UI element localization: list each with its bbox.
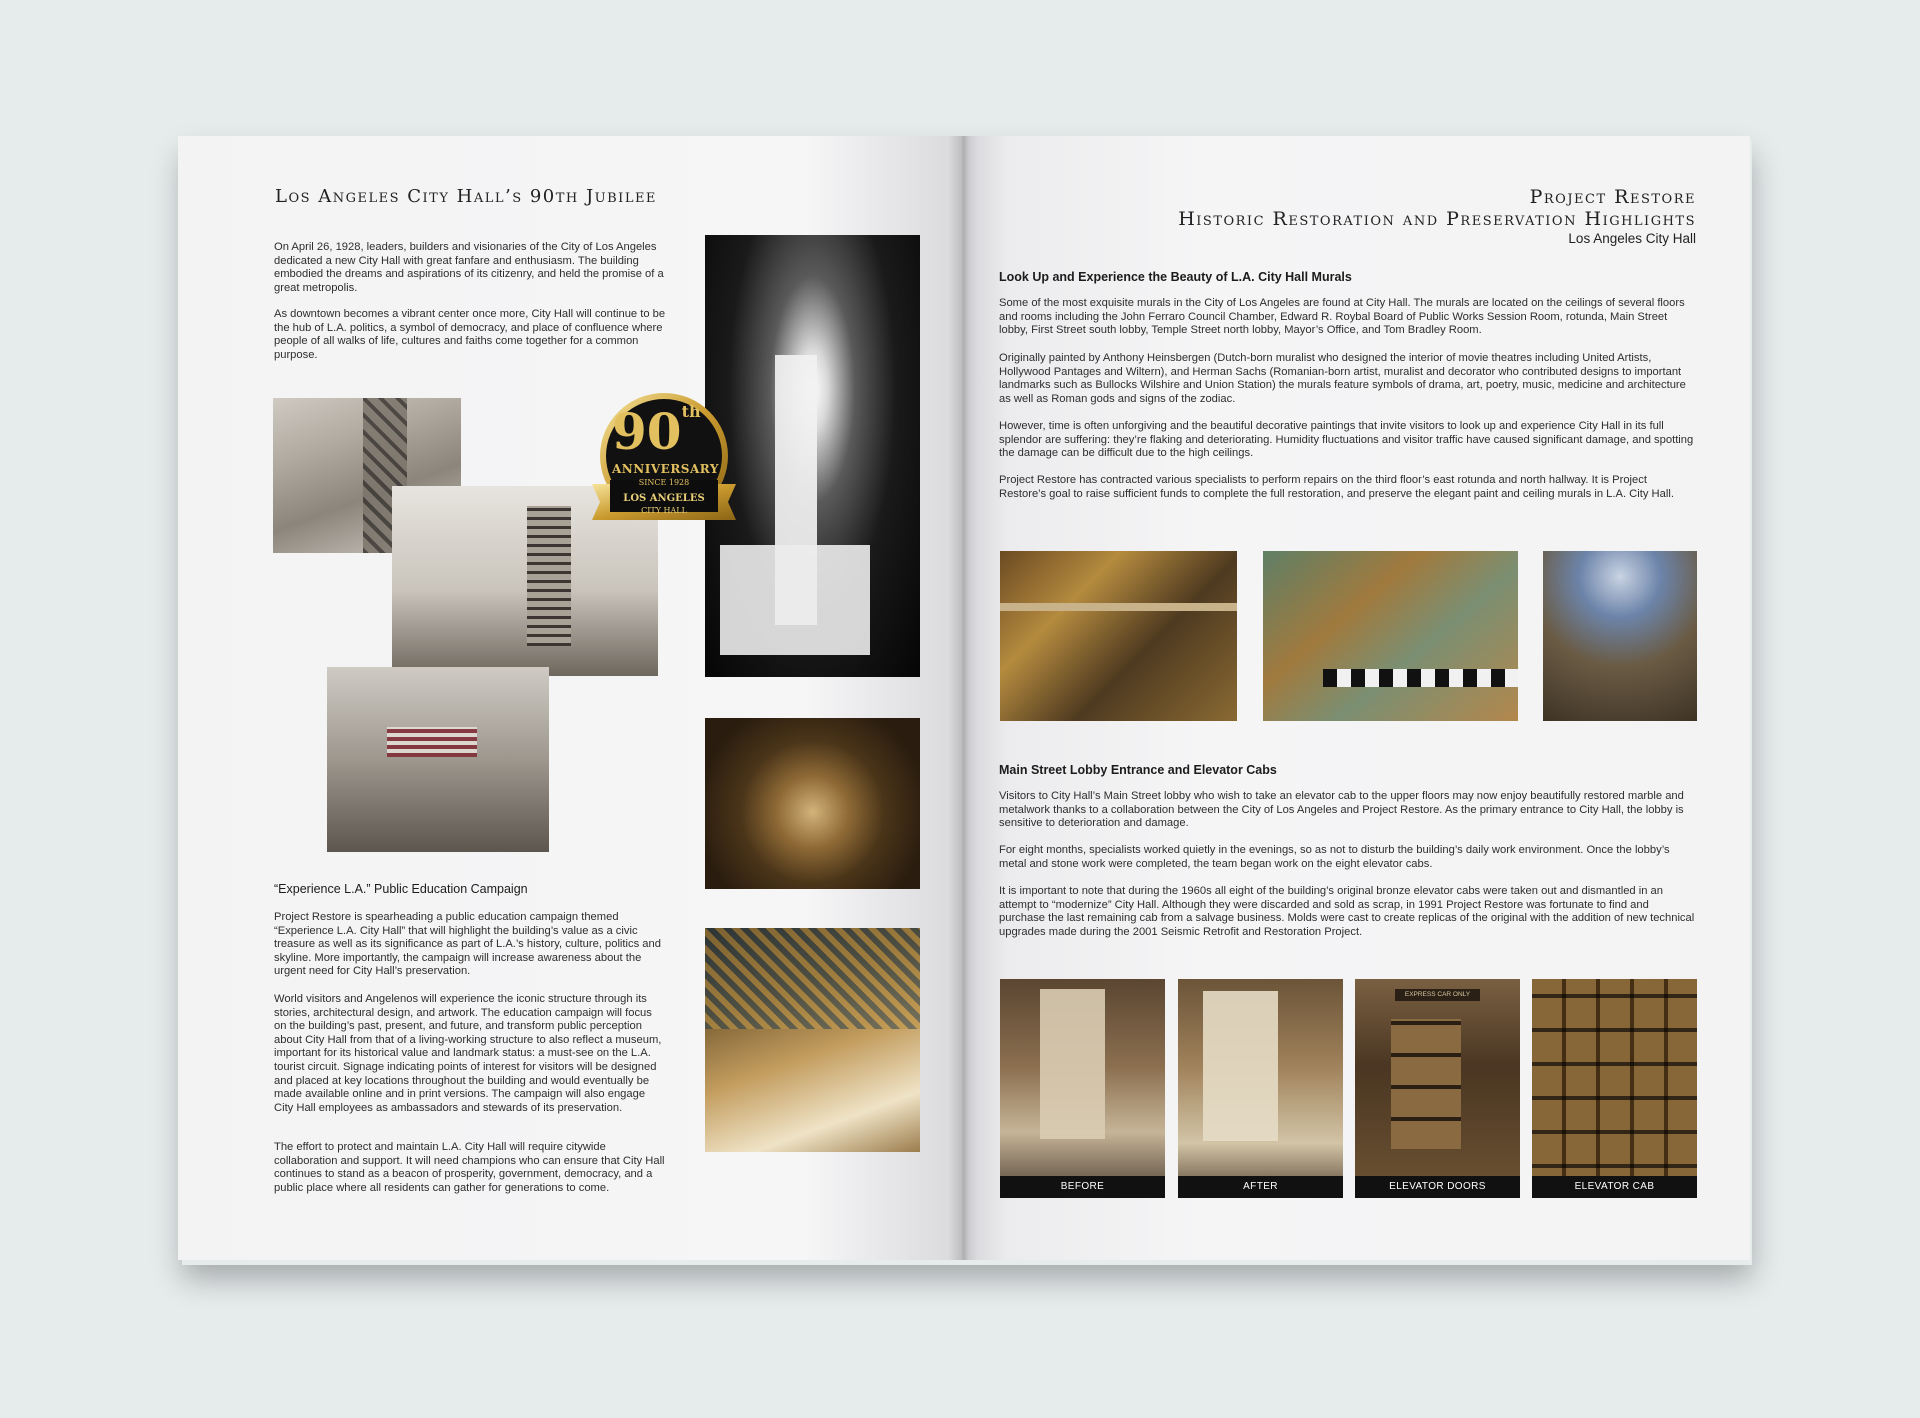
murals-heading: Look Up and Experience the Beauty of L.A. City Hall Murals — [999, 270, 1352, 284]
campaign-paragraph-3: The effort to protect and maintain L.A. City Hall will require citywide collaboration and support. It will need champions who can ensure that City Hall continues to stand as a beacon of prosperity, government, democracy, and a public place where all residents can gather for generations to come. — [274, 1141, 665, 1194]
seal-ribbon-line2: CITY HALL — [641, 506, 687, 515]
murals-paragraph-1: Some of the most exquisite murals in the City of Los Angeles are found at City Hall. The murals are located on the ceilings of several floors and rooms including the John Ferraro Council Chamber, Edward R. Roybal Board of Public Works Session Room, rotunda, Main Street lobby, First Street south lobby, Temple Street north lobby, Mayor’s Office, and Tom Bradley Room. — [999, 297, 1685, 337]
mural-detail-photo — [1263, 551, 1518, 721]
murals-paragraph-2: Originally painted by Anthony Heinsbergen (Dutch-born muralist who designed the interior of movie theatres including United Artists, Hollywood Pantages and Wiltern), and Herman Sachs (Romanian-born artist, muralist and decorator who contributed designs to important landmarks such as Bullocks Wilshire and Union Station) the murals feature symbols of drama, art, poetry, music, medicine and architecture as well as Roman gods and signs of the zodiac. — [999, 352, 1686, 405]
left-page-title: Los Angeles City Hall’s 90th Jubilee — [275, 186, 657, 207]
right-page-title-line1: Project Restore — [1529, 186, 1696, 208]
murals-paragraph-3: However, time is often unforgiving and the beautiful decorative paintings that invite visitors to look up and experience City Hall in its full splendor are suffering: they’re flaking and deteriorating. Humidity fluctuations and visitor traffic have caused significant damage, and spotting the damage can be difficult due to the high ceilings. — [999, 420, 1694, 460]
seal-since-text: SINCE 1928 — [638, 478, 690, 487]
seal-anniversary-text: ANNIVERSARY — [612, 462, 719, 476]
mural-restoration-photo-1 — [1000, 551, 1237, 721]
lobby-paragraph-1: Visitors to City Hall’s Main Street lobby who wish to take an elevator cab to the upper floors may now enjoy beautifully restored marble and metalwork thanks to a collaboration between the City of Los Angeles and Project Restore. As the primary entrance to City Hall, the lobby is sensitive to deterioration and damage. — [999, 790, 1684, 830]
book-gutter — [948, 136, 978, 1260]
right-page-title-line2: Historic Restoration and Preservation Highlights — [1178, 208, 1696, 230]
caption-before: BEFORE — [1000, 1176, 1165, 1198]
dedication-crowd-photo — [327, 667, 549, 852]
lobby-heading: Main Street Lobby Entrance and Elevator Cabs — [999, 763, 1277, 777]
ceiling-arch-photo — [705, 928, 920, 1152]
elevator-cab-photo — [1532, 979, 1697, 1198]
elevator-before-photo — [1000, 979, 1165, 1198]
elevator-after-photo — [1178, 979, 1343, 1198]
campaign-paragraph-1: Project Restore is spearheading a public education campaign themed “Experience L.A. City Hall” that will highlight the building’s value as a civic treasure as well as its significance as part of L.A.’s history, culture, politics and skyline. More importantly, the campaign will increase awareness about the urgent need for City Hall’s preservation. — [274, 911, 661, 978]
elevator-doors-photo — [1355, 979, 1520, 1198]
seal-number: 90th — [612, 402, 701, 461]
intro-paragraph-2: As downtown becomes a vibrant center once more, City Hall will continue to be the hub of L.A. politics, a symbol of democracy, and place of confluence where people of all walks of life, cultures and faiths come together for a common purpose. — [274, 308, 666, 361]
campaign-paragraph-2: World visitors and Angelenos will experience the iconic structure through its stories, architectural design, and artwork. The education campaign will focus on the building’s past, present, and future, and transform public perception about City Hall from that of a living-working structure to also reflect a museum, important for its historical value and landmark status: a must-see on the L.A. tourist circuit. Signage indicating points of interest for visitors will be designed and placed at key locations throughout the building and would eventually be made available online and in print versions. The campaign will also engage City Hall employees as ambassadors and stewards of its preservation. — [274, 993, 662, 1114]
murals-paragraph-4: Project Restore has contracted various specialists to perform repairs on the third floor’s east rotunda and north hallway. It is Project Restore’s goal to raise sufficient funds to complete the full restoration, and preserve the elegant paint and ceiling murals in L.A. City Hall. — [999, 474, 1674, 500]
caption-after: AFTER — [1178, 1176, 1343, 1198]
caption-elevator-cab: ELEVATOR CAB — [1532, 1176, 1697, 1198]
rotunda-dome-photo — [705, 718, 920, 889]
campaign-heading: “Experience L.A.” Public Education Campaign — [274, 882, 528, 896]
lobby-paragraph-3: It is important to note that during the 1960s all eight of the building’s original bronze elevator cabs were taken out and dismantled in an attempt to “modernize” City Hall. Although they were discarded and sold as scrap, in 1991 Project Restore was fortunate to find and purchase the last remaining cab from a salvage business. Molds were cast to create replicas of the original with the addition of new technical upgrades made during the 2001 Seismic Retrofit and Restoration Project. — [999, 885, 1695, 938]
express-car-sign: EXPRESS CAR ONLY — [1395, 989, 1480, 1001]
intro-paragraph-1: On April 26, 1928, leaders, builders and visionaries of the City of Los Angeles dedicated a new City Hall with great fanfare and enthusiasm. The building embodied the dreams and aspirations of its citizenry, and held the promise of a great metropolis. — [274, 241, 664, 294]
mural-scaffold-photo — [1543, 551, 1697, 721]
caption-elevator-doors: ELEVATOR DOORS — [1355, 1176, 1520, 1198]
seal-ribbon-line1: LOS ANGELES — [623, 493, 705, 504]
right-page-subtitle: Los Angeles City Hall — [1568, 231, 1696, 246]
lobby-paragraph-2: For eight months, specialists worked quietly in the evenings, so as not to disturb the building’s daily work environment. Once the lobby’s metal and stone work were completed, the team began work on the eight elevator cabs. — [999, 844, 1670, 870]
